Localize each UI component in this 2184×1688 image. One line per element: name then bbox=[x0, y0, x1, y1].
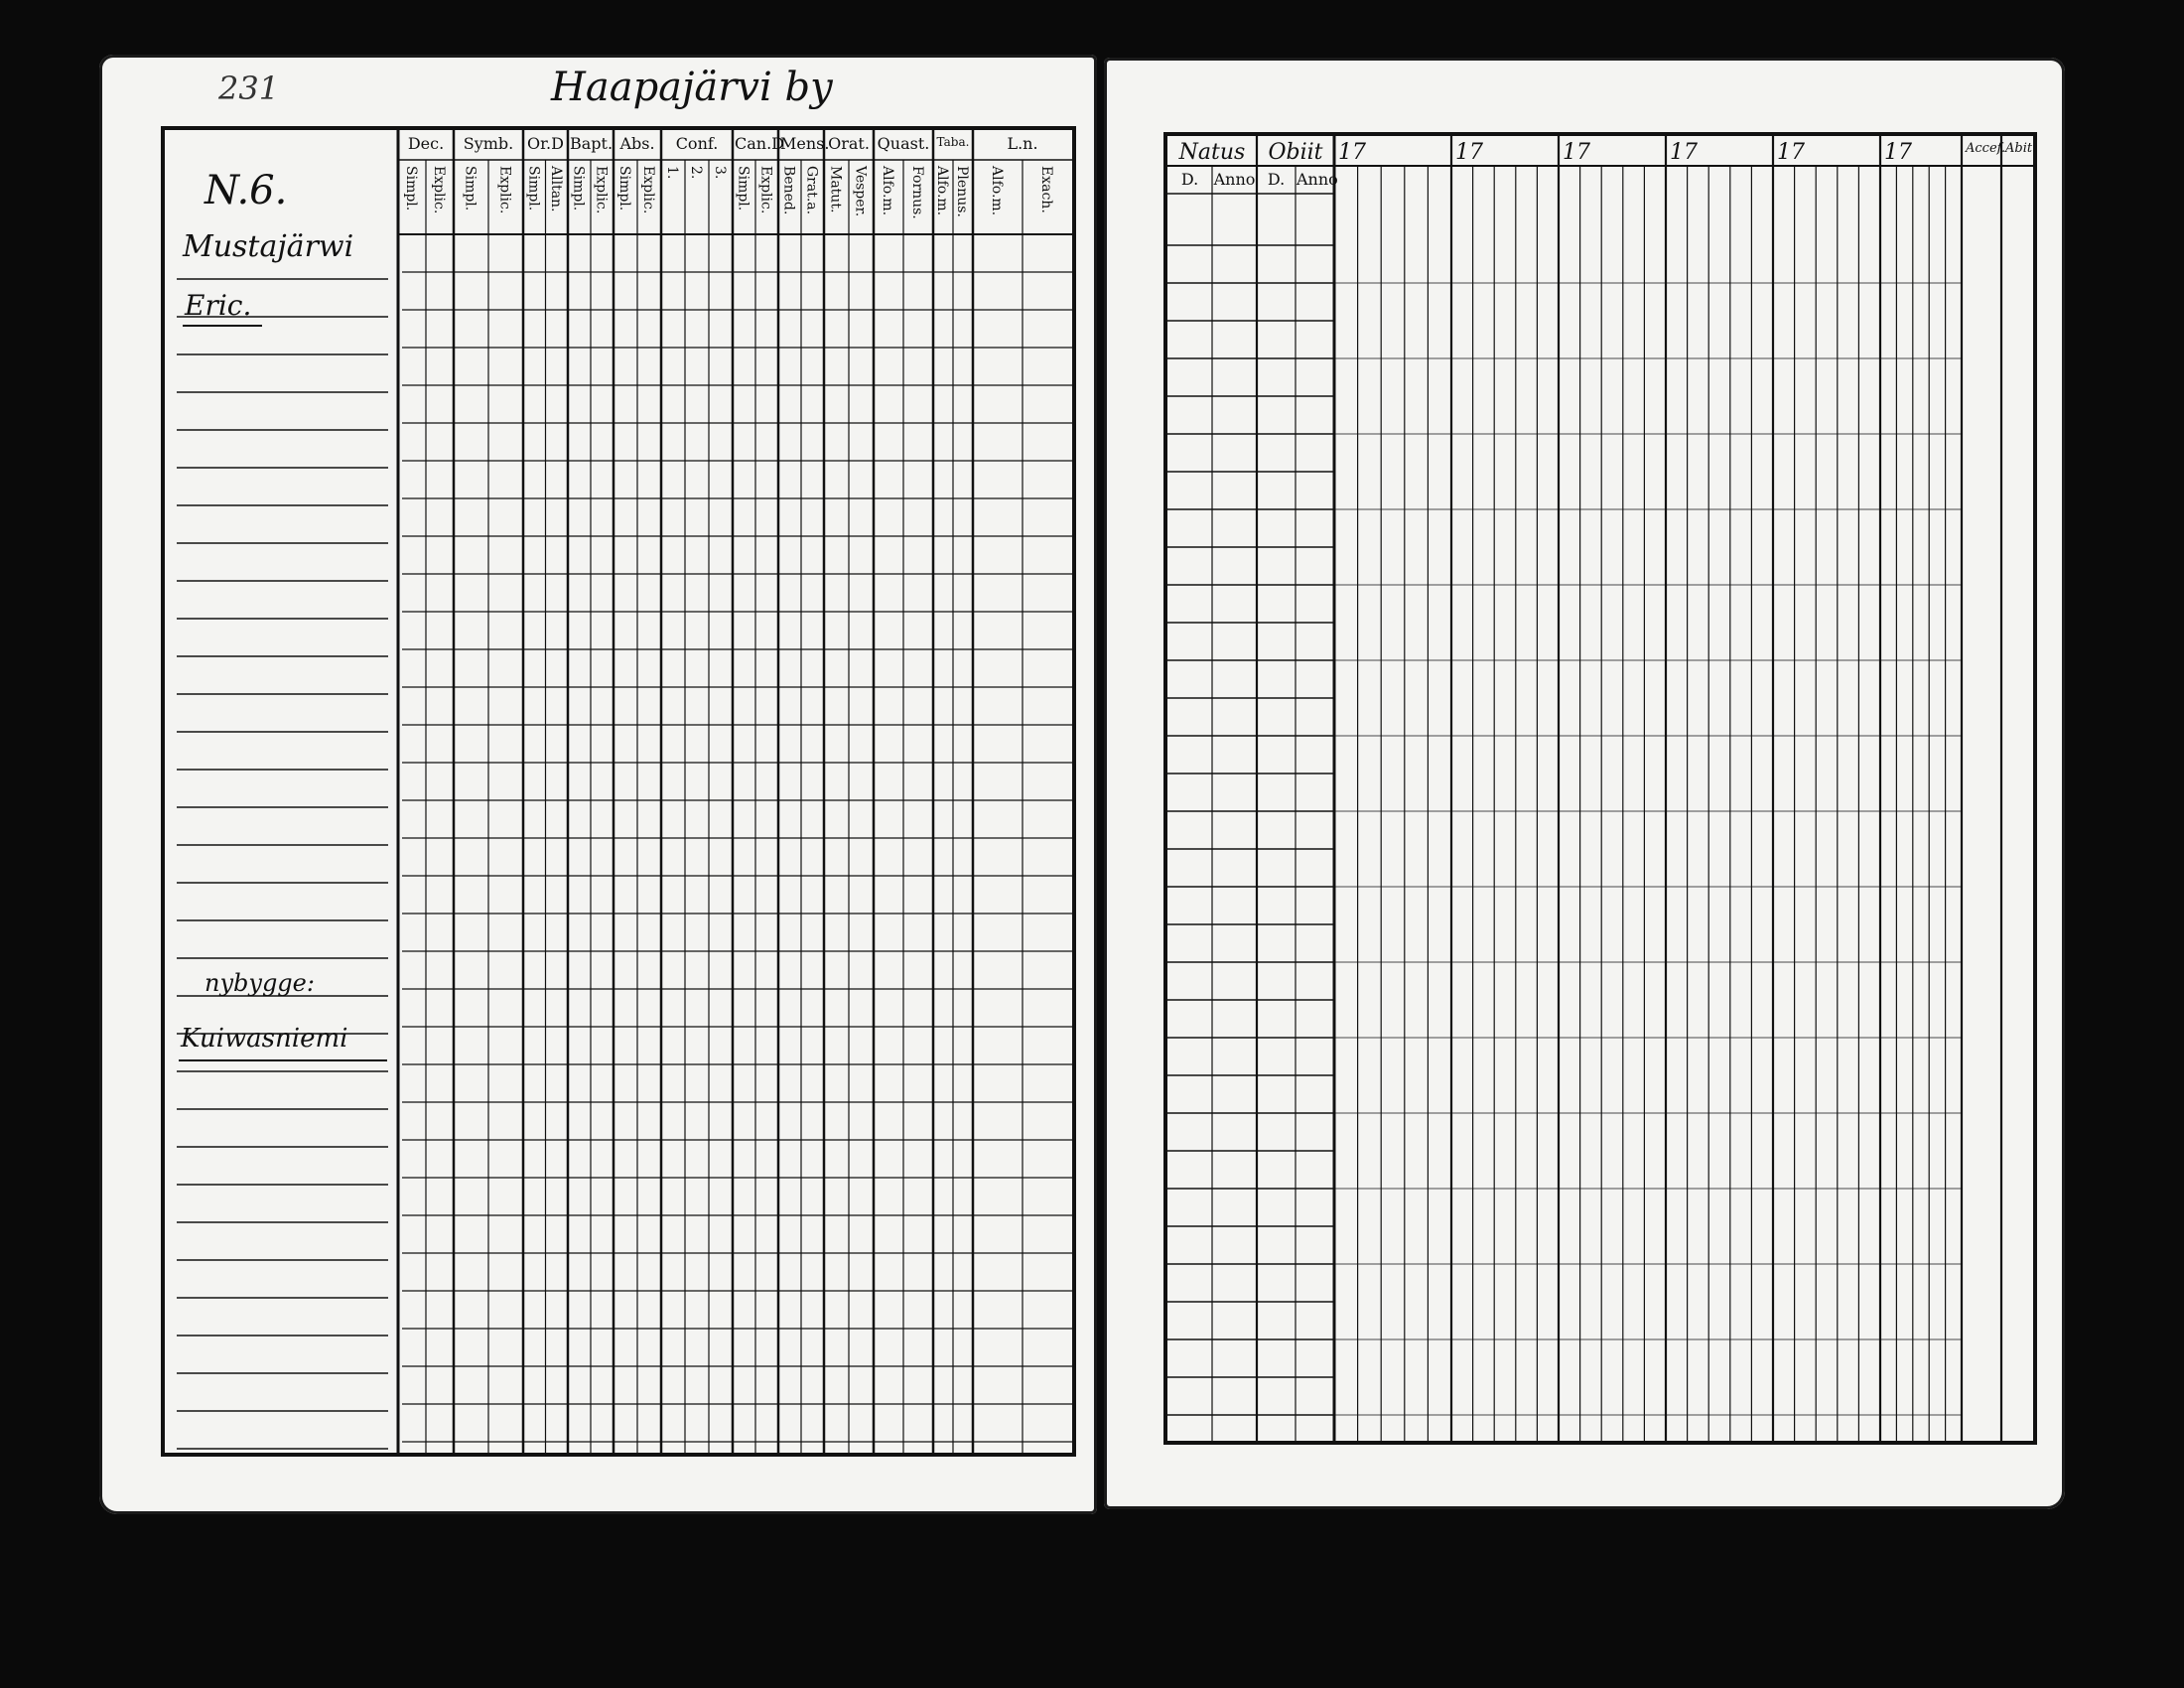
right-ledger-grid bbox=[1167, 136, 2037, 1441]
column-subheader: Anno bbox=[1213, 170, 1256, 189]
household-farm-name: Mustajärwi bbox=[183, 229, 354, 264]
column-subheader: Explic. bbox=[593, 166, 610, 214]
column-subheader: Explic. bbox=[496, 166, 513, 214]
column-header: 17 bbox=[1338, 140, 1366, 165]
column-subheader: Alfo.m. bbox=[880, 166, 895, 216]
column-header: Orat. bbox=[828, 134, 870, 153]
column-header: L.n. bbox=[1007, 134, 1038, 153]
column-subheader: Explic. bbox=[431, 166, 447, 214]
column-subheader: Explic. bbox=[757, 166, 774, 214]
column-header: 17 bbox=[1670, 140, 1698, 165]
folio-number: 231 bbox=[218, 70, 280, 107]
column-subheader: Simpl. bbox=[403, 166, 419, 211]
left-page bbox=[99, 55, 1097, 1514]
column-subheader: Grat.a. bbox=[803, 166, 820, 215]
column-header: 17 bbox=[1455, 140, 1483, 165]
column-header: Quast. bbox=[877, 134, 930, 153]
column-header: Or.D bbox=[527, 134, 564, 153]
column-subheader: Simpl. bbox=[525, 166, 542, 211]
column-header: Abs. bbox=[619, 134, 655, 153]
column-header: Bapt. bbox=[570, 134, 614, 153]
column-subheader: 2. bbox=[688, 166, 704, 180]
household-head-underline bbox=[183, 325, 262, 327]
column-subheader: 3. bbox=[712, 166, 728, 180]
household-number: N.6. bbox=[205, 168, 288, 213]
column-subheader: Simpl. bbox=[570, 166, 587, 211]
column-subheader: Alltan. bbox=[547, 166, 564, 212]
column-subheader: Vesper. bbox=[852, 166, 869, 217]
new-settlement-underline bbox=[179, 1059, 387, 1061]
column-subheader: Alfo.m. bbox=[934, 166, 950, 216]
right-ledger-table bbox=[1163, 132, 2037, 1445]
column-subheader: Explic. bbox=[640, 166, 656, 214]
column-subheader: D. bbox=[1267, 170, 1286, 189]
column-subheader: Simpl. bbox=[462, 166, 478, 211]
column-subheader: Simpl. bbox=[735, 166, 751, 211]
column-header: 17 bbox=[1884, 140, 1912, 165]
column-header: Dec. bbox=[407, 134, 445, 153]
column-header: Obiit bbox=[1268, 140, 1323, 165]
column-header: Natus bbox=[1178, 140, 1246, 165]
column-subheader: Simpl. bbox=[616, 166, 632, 211]
column-header: 17 bbox=[1563, 140, 1590, 165]
column-header: Can.D bbox=[735, 134, 784, 153]
column-subheader: D. bbox=[1180, 170, 1199, 189]
column-header: Conf. bbox=[675, 134, 719, 153]
column-subheader: Fornus. bbox=[909, 166, 925, 219]
column-subheader: Matut. bbox=[827, 166, 844, 213]
column-header: Abit. bbox=[2005, 141, 2037, 156]
column-header: Mens. bbox=[780, 134, 830, 153]
left-ledger-table bbox=[161, 126, 1076, 1457]
column-subheader: 1. bbox=[664, 166, 680, 180]
column-header: 17 bbox=[1777, 140, 1805, 165]
new-settlement-note: nybygge: bbox=[205, 969, 315, 997]
column-subheader: Exach. bbox=[1038, 166, 1054, 213]
household-head-name: Eric. bbox=[185, 289, 252, 322]
column-subheader: Bened. bbox=[780, 166, 797, 215]
new-settlement-name: Kuiwasniemi bbox=[181, 1024, 348, 1054]
column-header: Symb. bbox=[463, 134, 514, 153]
left-ledger-grid bbox=[165, 130, 1072, 1453]
column-subheader: Alfo.m. bbox=[989, 166, 1005, 216]
column-header: Taba. bbox=[936, 135, 970, 149]
column-header: Accef. bbox=[1966, 141, 2006, 156]
right-page bbox=[1104, 58, 2065, 1509]
column-subheader: Plenus. bbox=[954, 166, 970, 217]
village-name: Haapajärvi by bbox=[551, 65, 833, 110]
column-subheader: Anno bbox=[1297, 170, 1338, 189]
